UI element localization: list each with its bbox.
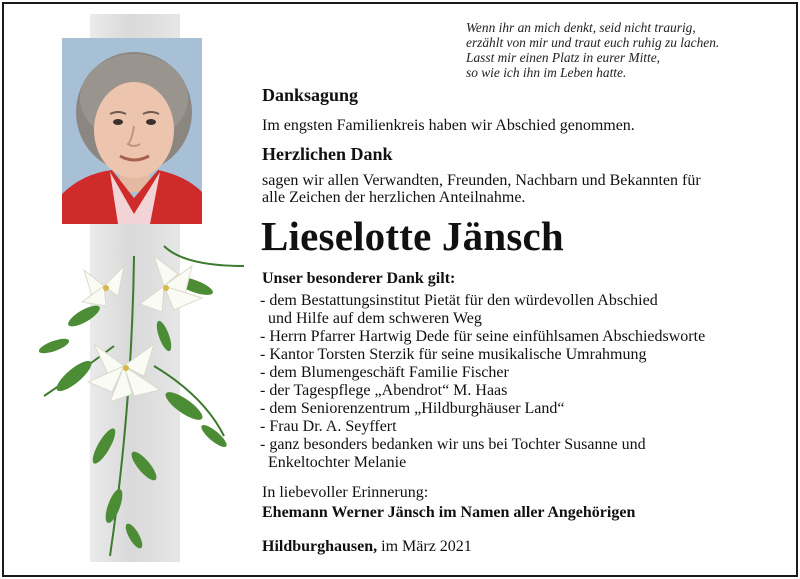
text-line: alle Zeichen der herzlichen Anteilnahme. xyxy=(262,189,526,206)
list-item: - Frau Dr. A. Seyffert xyxy=(260,418,397,435)
portrait-photo xyxy=(62,38,202,224)
list-item: - Kantor Torsten Sterzik für seine musikalische Umrahmung xyxy=(260,346,647,363)
danksagung-text: Im engsten Familienkreis haben wir Abschied genommen. xyxy=(262,117,635,134)
memory-text: In liebevoller Erinnerung: xyxy=(262,484,429,501)
danksagung-heading: Danksagung xyxy=(262,85,359,105)
herzlichen-dank-text xyxy=(262,172,701,206)
list-item: - der Tagespflege „Abendrot“ M. Haas xyxy=(260,382,508,399)
list-item: und Hilfe auf dem schweren Weg xyxy=(260,310,482,327)
quote-line: Lasst mir einen Platz in eurer Mitte, xyxy=(466,50,661,65)
list-item: - dem Blumengeschäft Familie Fischer xyxy=(260,364,509,381)
list-item: - Herrn Pfarrer Hartwig Dede für seine einfühlsamen Abschiedsworte xyxy=(260,328,706,345)
lily-bouquet-icon xyxy=(14,226,264,566)
quote-line: Wenn ihr an mich denkt, seid nicht traurig, xyxy=(466,20,696,35)
special-thanks-heading: Unser besonderer Dank gilt: xyxy=(262,270,456,287)
place-text: Hildburghausen, xyxy=(262,538,378,555)
special-thanks-list xyxy=(260,292,705,472)
memorial-quote xyxy=(466,20,786,80)
list-item: - dem Seniorenzentrum „Hildburghäuser Land“ xyxy=(260,400,565,417)
list-item: Enkeltochter Melanie xyxy=(260,454,407,471)
herzlichen-dank-heading: Herzlichen Dank xyxy=(262,144,393,164)
date-text: im März 2021 xyxy=(377,538,472,555)
list-item: - dem Bestattungsinstitut Pietät für den würdevollen Abschied xyxy=(260,292,658,309)
signature-text: Ehemann Werner Jänsch im Namen aller Angehörigen xyxy=(262,504,636,521)
text-line: sagen wir allen Verwandten, Freunden, Nachbarn und Bekannten für xyxy=(262,172,701,189)
deceased-name: Lieselotte Jänsch xyxy=(261,213,564,259)
quote-line: erzählt von mir und traut euch ruhig zu lachen. xyxy=(466,35,720,50)
list-item: - ganz besonders bedanken wir uns bei Tochter Susanne und xyxy=(260,436,646,453)
quote-line: so wie ich ihn im Leben hatte. xyxy=(466,65,627,80)
place-date xyxy=(262,538,472,555)
